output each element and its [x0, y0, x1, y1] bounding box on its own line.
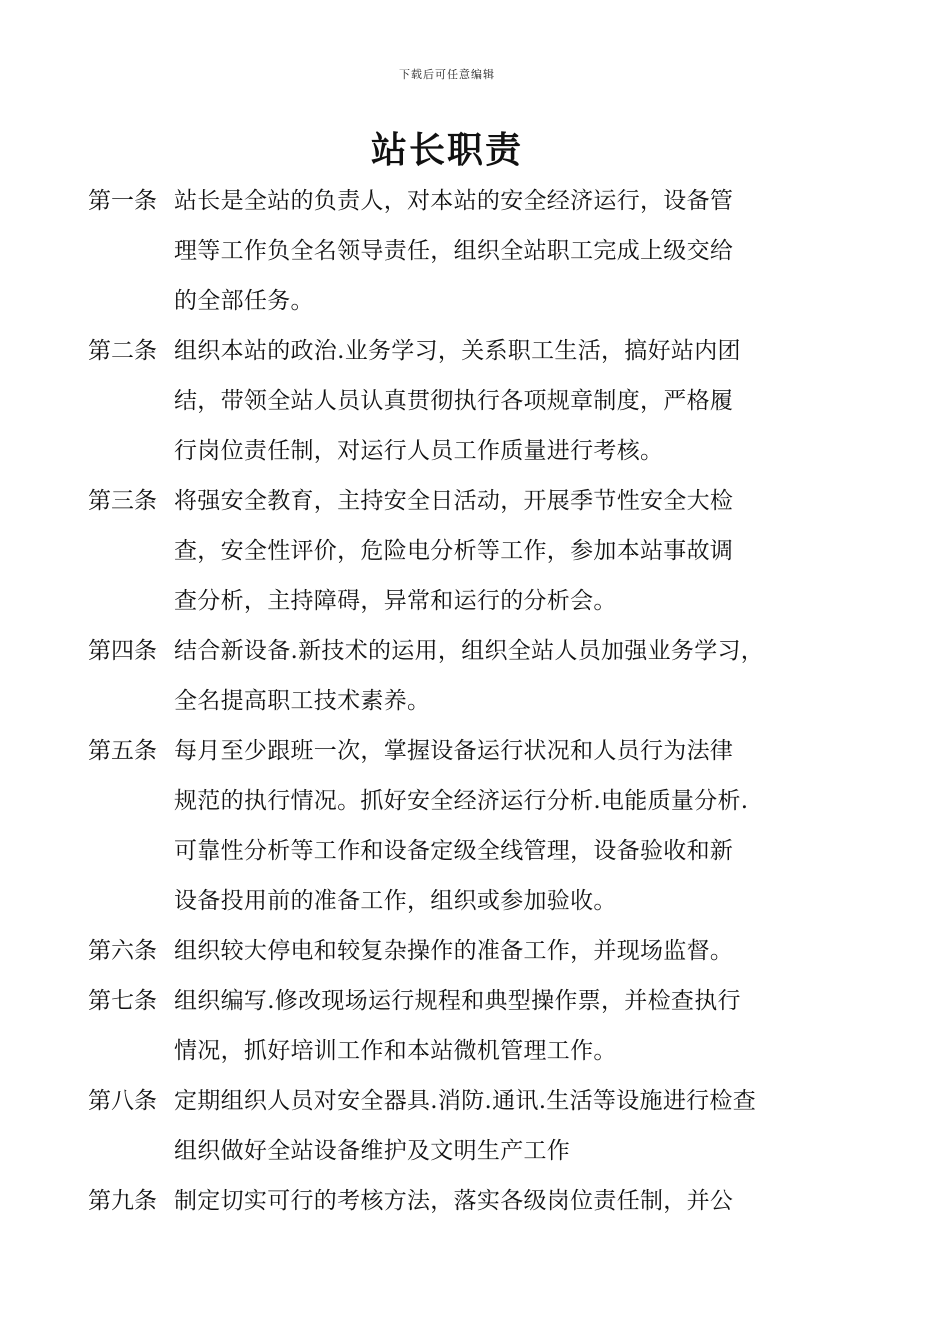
article-body	[174, 976, 828, 1076]
article-number: 第九条	[88, 1188, 157, 1214]
article-line: 可靠性分析等工作和设备定级全线管理，设备验收和新	[174, 838, 734, 864]
article-item	[88, 926, 828, 976]
article-body	[174, 926, 828, 976]
article-body	[174, 626, 828, 726]
article-number: 第七条	[88, 988, 157, 1014]
article-line: 行岗位责任制，对运行人员工作质量进行考核。	[174, 438, 664, 464]
article-line: 设备投用前的准备工作，组织或参加验收。	[174, 888, 617, 914]
article-item	[88, 976, 828, 1076]
article-item	[88, 726, 828, 926]
article-number: 第八条	[88, 1088, 157, 1114]
article-line: 情况，抓好培训工作和本站微机管理工作。	[174, 1038, 617, 1064]
article-item	[88, 1076, 828, 1176]
article-body	[174, 476, 828, 626]
article-item	[88, 1176, 828, 1226]
article-line: 全名提高职工技术素养。	[174, 688, 431, 714]
article-line: 组织做好全站设备维护及文明生产工作	[174, 1138, 571, 1164]
article-body	[174, 326, 828, 476]
page-title: 站长职责	[370, 129, 523, 171]
article-line: 站长是全站的负责人，对本站的安全经济运行，设备管	[174, 188, 734, 214]
article-line: 制定切实可行的考核方法，落实各级岗位责任制，并公	[174, 1188, 734, 1214]
article-number: 第四条	[88, 638, 157, 664]
article-number: 第三条	[88, 488, 157, 514]
article-line: 结，带领全站人员认真贯彻执行各项规章制度，严格履	[174, 388, 734, 414]
article-item	[88, 626, 828, 726]
article-item	[88, 326, 828, 476]
article-line: 组织较大停电和较复杂操作的准备工作，并现场监督。	[174, 938, 734, 964]
header-note: 下载后可任意编辑	[399, 68, 495, 81]
article-line: 结合新设备.新技术的运用，组织全站人员加强业务学习，	[174, 638, 765, 664]
article-number: 第五条	[88, 738, 157, 764]
article-line: 查，安全性评价，危险电分析等工作，参加本站事故调	[174, 538, 734, 564]
article-line: 的全部任务。	[174, 288, 314, 314]
article-line: 定期组织人员对安全器具.消防.通讯.生活等设施进行检查	[174, 1088, 757, 1114]
article-item	[88, 476, 828, 626]
article-line: 每月至少跟班一次，掌握设备运行状况和人员行为法律	[174, 738, 734, 764]
article-line: 规范的执行情况。抓好安全经济运行分析.电能质量分析.	[174, 788, 749, 814]
article-number: 第一条	[88, 188, 157, 214]
article-number: 第二条	[88, 338, 157, 364]
article-body	[174, 176, 828, 326]
article-line: 组织本站的政治.业务学习，关系职工生活，搞好站内团	[174, 338, 741, 364]
article-line: 查分析，主持障碍，异常和运行的分析会。	[174, 588, 617, 614]
article-body	[174, 1076, 828, 1176]
article-body	[174, 726, 828, 926]
article-list	[88, 176, 828, 1226]
article-number: 第六条	[88, 938, 157, 964]
article-line: 将强安全教育，主持安全日活动，开展季节性安全大检	[174, 488, 734, 514]
article-line: 理等工作负全名领导责任，组织全站职工完成上级交给	[174, 238, 734, 264]
article-line: 组织编写.修改现场运行规程和典型操作票，并检查执行	[174, 988, 741, 1014]
article-item	[88, 176, 828, 326]
article-body	[174, 1176, 828, 1226]
